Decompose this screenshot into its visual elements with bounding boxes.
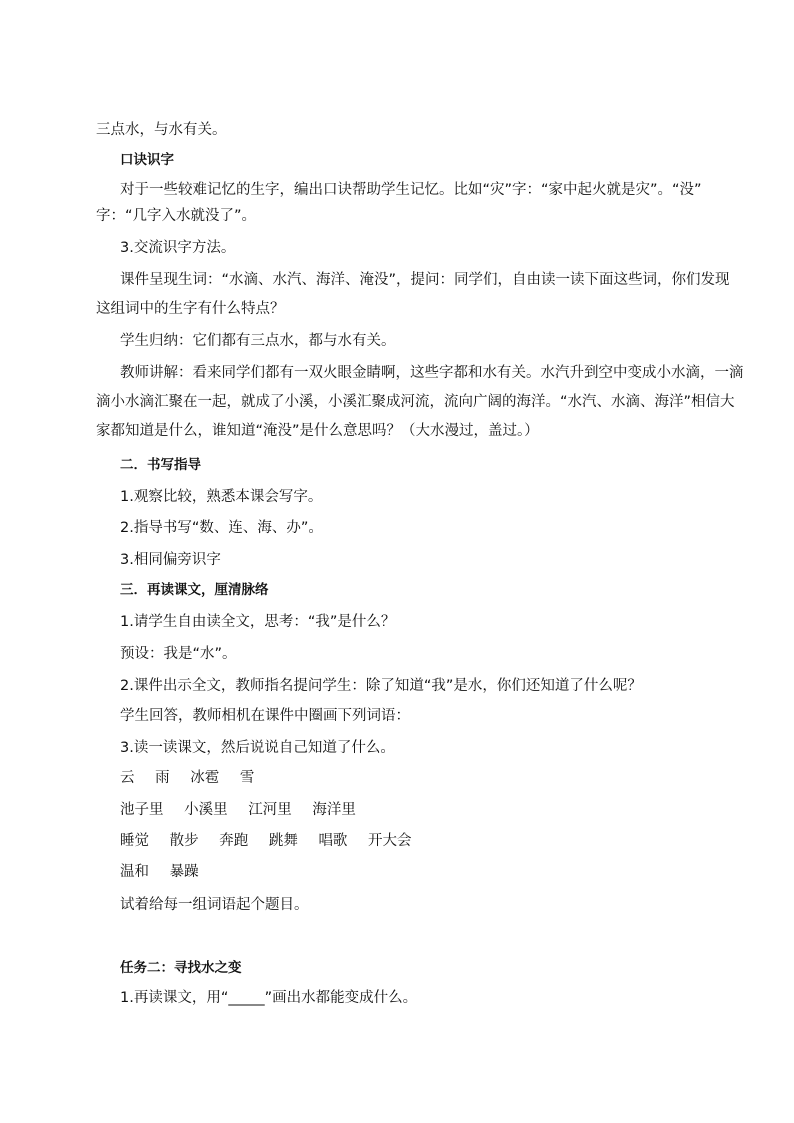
word: 小溪里 [184, 802, 228, 818]
word: 唱歌 [318, 833, 348, 849]
paragraph-line: 预设：我是“水”。 [120, 646, 237, 662]
paragraph-line: 这组词中的生字有什么特点？ [96, 301, 285, 317]
word: 暴躁 [169, 864, 199, 880]
word: 云 [120, 770, 135, 786]
paragraph-line: 试着给每一组词语起个题目。 [120, 897, 309, 913]
word: 温和 [120, 864, 149, 880]
word: 睡觉 [120, 833, 149, 849]
word: 池子里 [120, 802, 164, 818]
section-heading: 三．再读课文，厘清脉络 [120, 582, 269, 598]
list-item: 1.再读课文，用“_____”画出水都能变成什么。 [120, 990, 418, 1006]
section-subheading: 口诀识字 [120, 152, 174, 168]
word: 散步 [169, 833, 199, 849]
paragraph-line: 学生归纳：它们都有三点水，都与水有关。 [120, 333, 396, 349]
word: 开大会 [368, 833, 412, 849]
paragraph-line: 3.交流识字方法。 [120, 240, 236, 256]
paragraph-line: 教师讲解：看来同学们都有一双火眼金睛啊，这些字都和水有关。水汽升到空中变成小水滴，一滴 [120, 365, 744, 381]
word: 跳舞 [268, 833, 298, 849]
paragraph-line: 家都知道是什么，谁知道“淹没”是什么意思吗？（大水漫过，盖过。） [96, 423, 539, 439]
list-item: 2.指导书写“数、连、海、办”。 [120, 520, 323, 536]
list-item: 1.观察比较，熟悉本课会写字。 [120, 489, 323, 505]
word-group [120, 862, 215, 882]
list-item: 3.读一读课文，然后说说自己知道了什么。 [120, 740, 395, 756]
word: 雪 [239, 770, 255, 786]
word-group [120, 800, 372, 820]
word-group [120, 768, 270, 788]
word: 海洋里 [312, 802, 356, 818]
word: 奔跑 [219, 833, 249, 849]
word: 冰雹 [190, 770, 220, 786]
list-item: 3.相同偏旁识字 [120, 552, 221, 568]
section-heading: 二．书写指导 [120, 457, 201, 473]
list-item: 2.课件出示全文，教师指名提问学生：除了知道“我”是水，你们还知道了什么呢？ [120, 678, 642, 694]
paragraph-line: 三点水，与水有关。 [96, 122, 227, 138]
paragraph-line: 字：“几字入水就没了”。 [96, 208, 257, 224]
word: 雨 [155, 770, 170, 786]
word-group [120, 831, 428, 851]
paragraph-line: 课件呈现生词：“水滴、水汽、海洋、淹没”，提问：同学们，自由读一读下面这些词，你们发现 [120, 272, 730, 288]
paragraph-line: 学生回答，教师相机在课件中圈画下列词语： [120, 708, 410, 724]
word: 江河里 [248, 802, 292, 818]
paragraph-line: 对于一些较难记忆的生字，编出口诀帮助学生记忆。比如“灾”字：“家中起火就是灾”。“没” [120, 182, 702, 198]
task-heading: 任务二：寻找水之变 [120, 960, 242, 976]
list-item: 1.请学生自由读全文，思考：“我”是什么？ [120, 614, 396, 630]
paragraph-line: 滴小水滴汇聚在一起，就成了小溪，小溪汇聚成河流，流向广阔的海洋。“水汽、水滴、海洋”相信大 [96, 394, 735, 410]
